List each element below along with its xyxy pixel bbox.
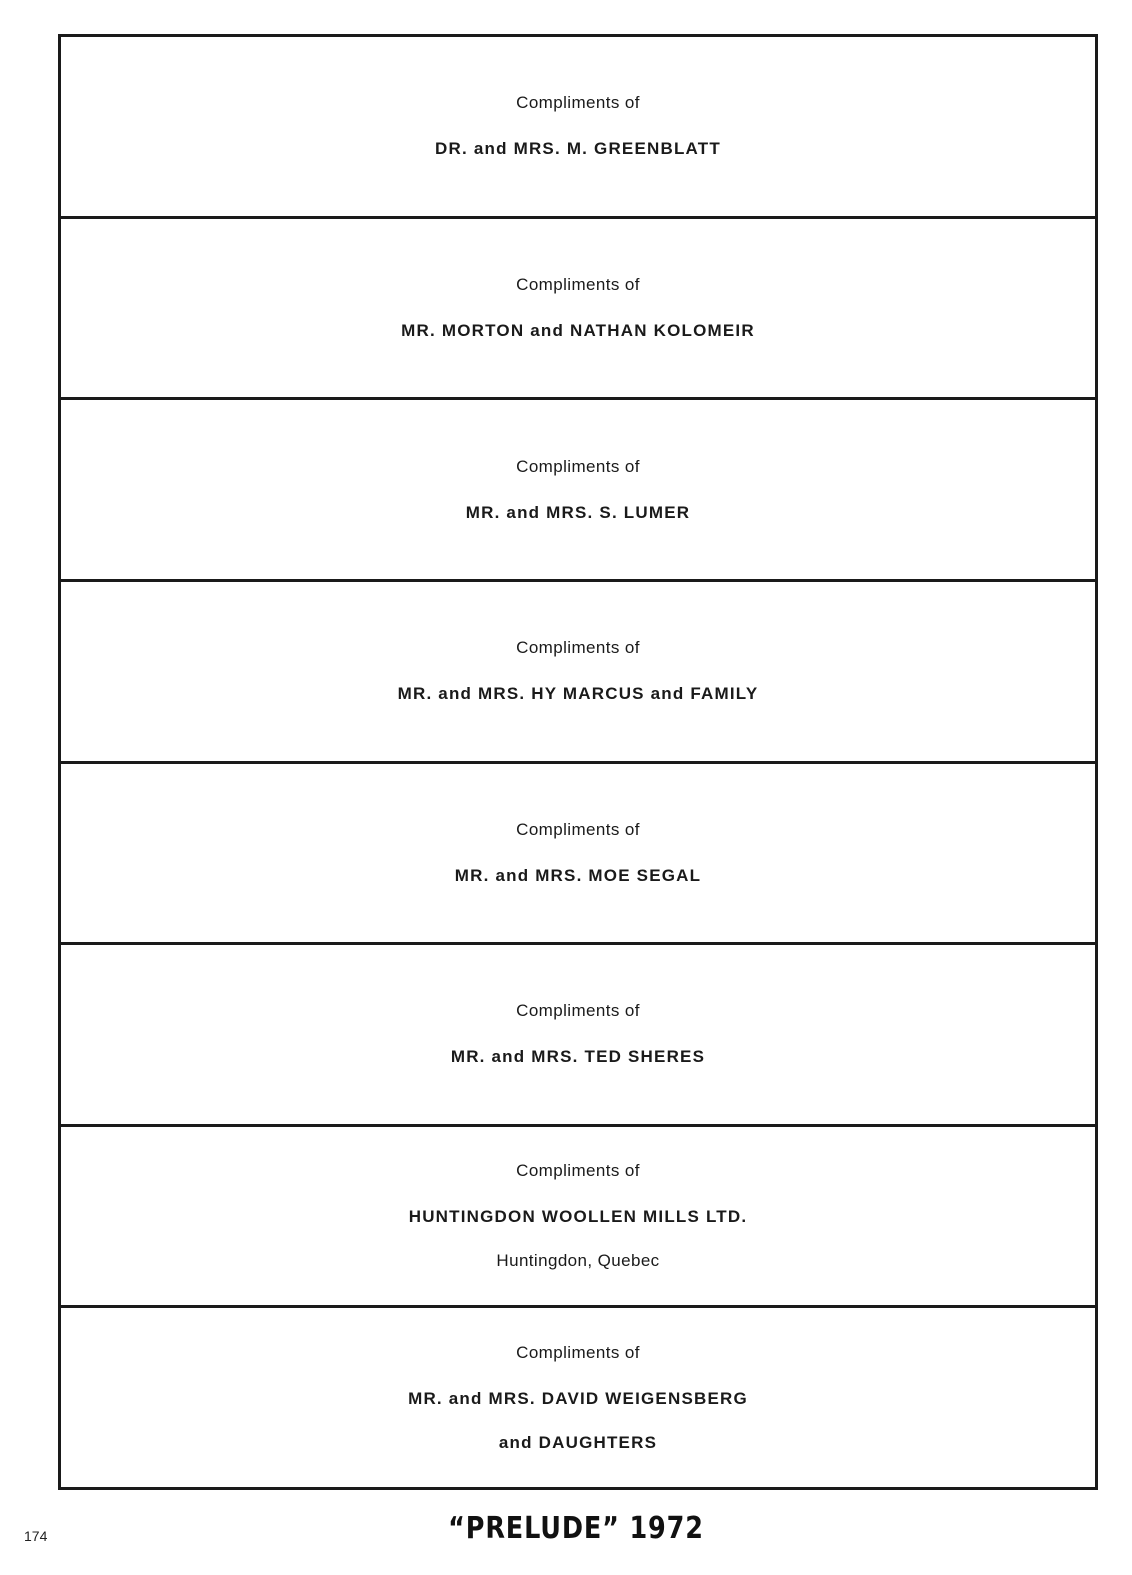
ad-box-lumer — [61, 400, 1095, 582]
page-number: 174 — [24, 1528, 48, 1544]
compliments-label: Compliments of — [516, 819, 640, 839]
compliments-label: Compliments of — [516, 93, 640, 113]
compliments-label: Compliments of — [516, 1342, 640, 1362]
ad-box-weigensberg — [61, 1308, 1095, 1487]
sponsor-name: MR. and MRS. TED SHERES — [450, 1047, 706, 1067]
sponsor-name: MR. and MRS. MOE SEGAL — [454, 865, 702, 885]
ad-page-frame — [58, 34, 1098, 1490]
sponsor-name: MR. and MRS. DAVID WEIGENSBERG — [408, 1388, 748, 1408]
compliments-label: Compliments of — [516, 1161, 640, 1181]
compliments-label: Compliments of — [516, 1001, 640, 1021]
compliments-label: Compliments of — [516, 456, 640, 476]
ad-box-kolomeir — [61, 219, 1095, 401]
sponsor-name: DR. and MRS. M. GREENBLATT — [435, 139, 721, 159]
sponsor-name: MR. and MRS. S. LUMER — [465, 502, 691, 522]
publication-title: “PRELUDE” 1972 — [448, 1511, 704, 1546]
sponsor-location: Huntingdon, Quebec — [496, 1251, 660, 1271]
compliments-label: Compliments of — [516, 638, 640, 658]
sponsor-name: MR. and MRS. HY MARCUS and FAMILY — [397, 684, 759, 704]
sponsor-name-continued: and DAUGHTERS — [498, 1432, 658, 1452]
ad-box-segal — [61, 764, 1095, 946]
compliments-label: Compliments of — [516, 274, 640, 294]
ad-box-greenblatt — [61, 37, 1095, 219]
sponsor-name: HUNTINGDON WOOLLEN MILLS LTD. — [408, 1207, 748, 1227]
ad-box-marcus — [61, 582, 1095, 764]
sponsor-name: MR. MORTON and NATHAN KOLOMEIR — [401, 320, 755, 340]
ad-box-huntingdon — [61, 1127, 1095, 1309]
ad-box-sheres — [61, 945, 1095, 1127]
